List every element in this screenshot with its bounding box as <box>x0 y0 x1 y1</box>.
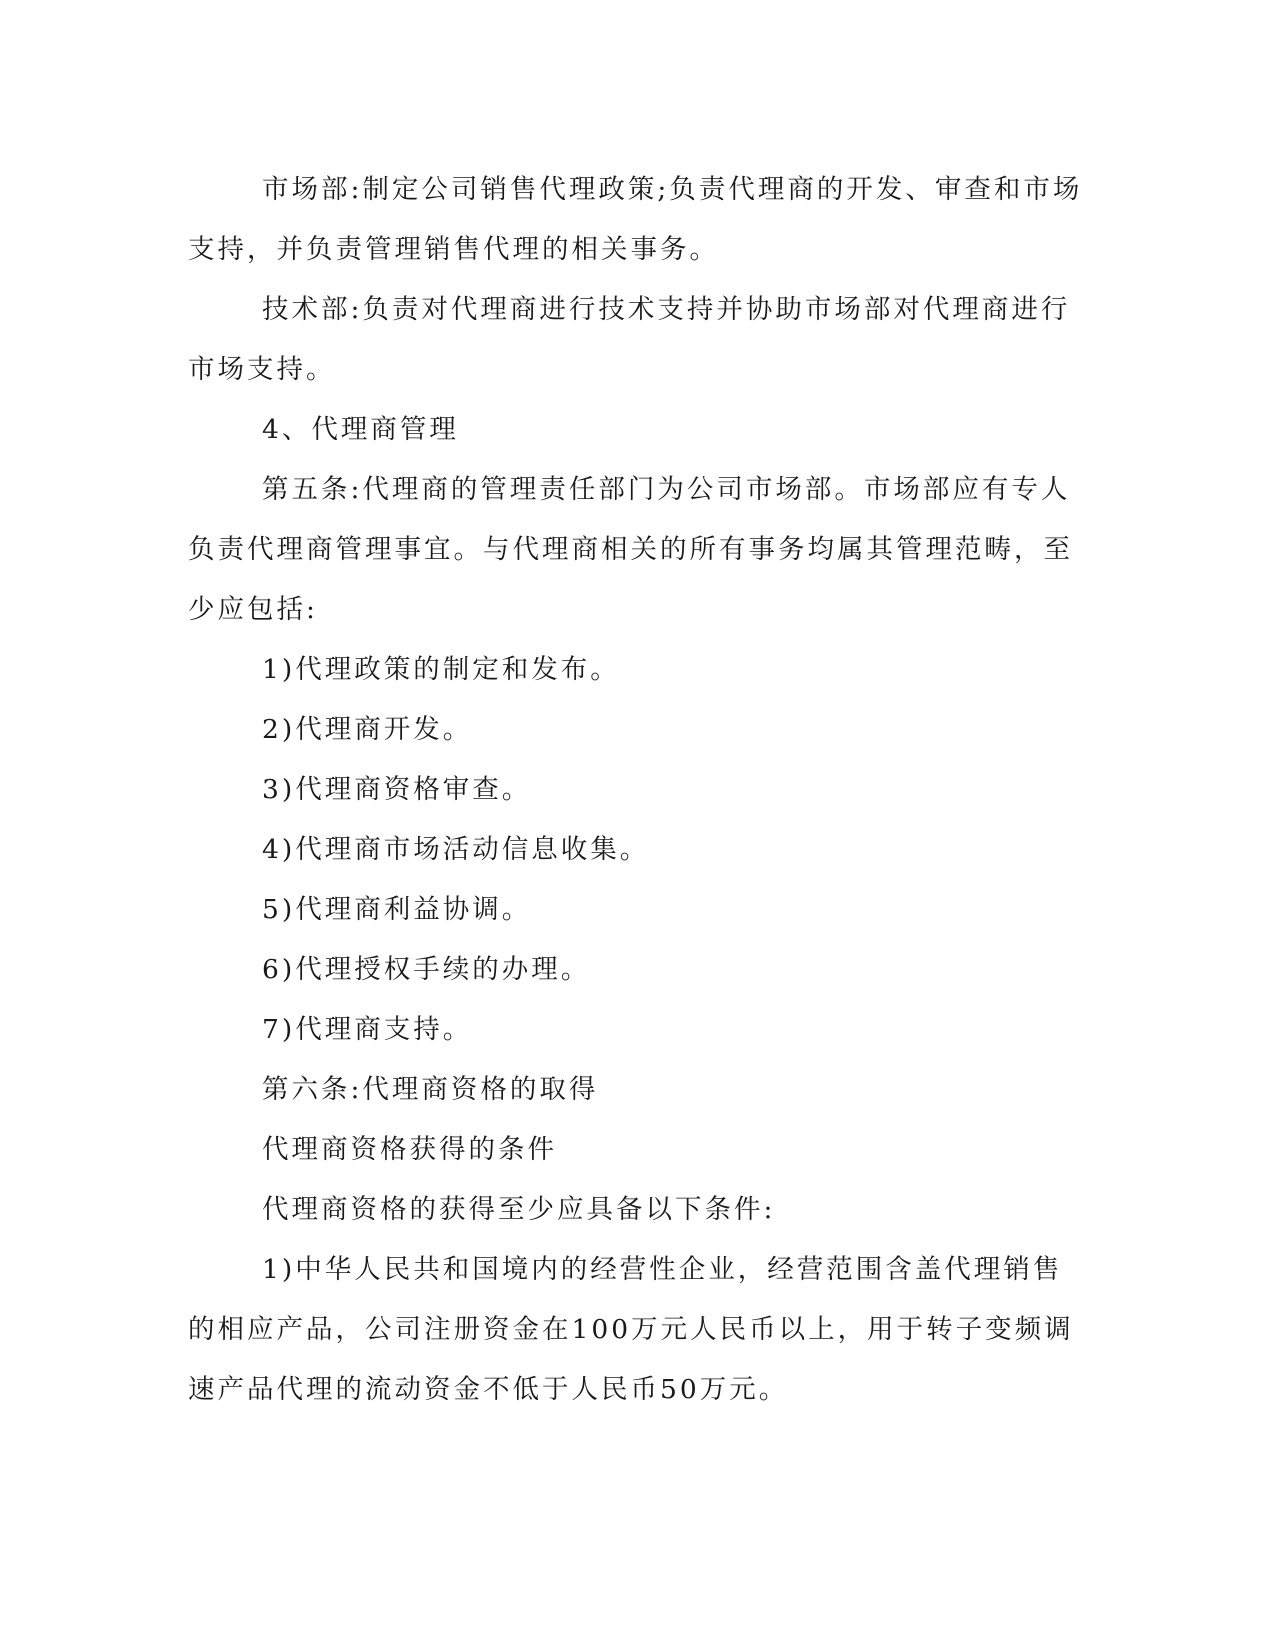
paragraph-marketing-dept: 市场部:制定公司销售代理政策;负责代理商的开发、审查和市场支持，并负责管理销售代理的相关事务。 <box>188 174 1083 265</box>
list-item: 6)代理授权手续的办理。 <box>262 954 591 985</box>
document-body <box>188 160 1088 1420</box>
section-heading-agent-management: 4、代理商管理 <box>262 414 459 445</box>
paragraph-article-6: 第六条:代理商资格的取得 <box>262 1074 599 1105</box>
paragraph-tech-dept: 技术部:负责对代理商进行技术支持并协助市场部对代理商进行市场支持。 <box>188 294 1071 385</box>
list-item: 2)代理商开发。 <box>262 714 473 745</box>
list-item: 5)代理商利益协调。 <box>262 894 532 925</box>
list-item: 4)代理商市场活动信息收集。 <box>262 834 650 865</box>
paragraph-conditions-intro: 代理商资格的获得至少应具备以下条件: <box>262 1194 776 1225</box>
subheading-qualification-conditions: 代理商资格获得的条件 <box>262 1134 557 1165</box>
list-item: 1)代理政策的制定和发布。 <box>262 654 620 685</box>
list-item: 1)中华人民共和国境内的经营性企业，经营范围含盖代理销售的相应产品，公司注册资金在100万元人民币以上，用于转子变频调速产品代理的流动资金不低于人民币50万元。 <box>188 1254 1074 1405</box>
list-item: 3)代理商资格审查。 <box>262 774 532 805</box>
paragraph-article-5: 第五条:代理商的管理责任部门为公司市场部。市场部应有专人负责代理商管理事宜。与代理商相关的所有事务均属其管理范畴，至少应包括: <box>188 474 1073 625</box>
list-item: 7)代理商支持。 <box>262 1014 473 1045</box>
